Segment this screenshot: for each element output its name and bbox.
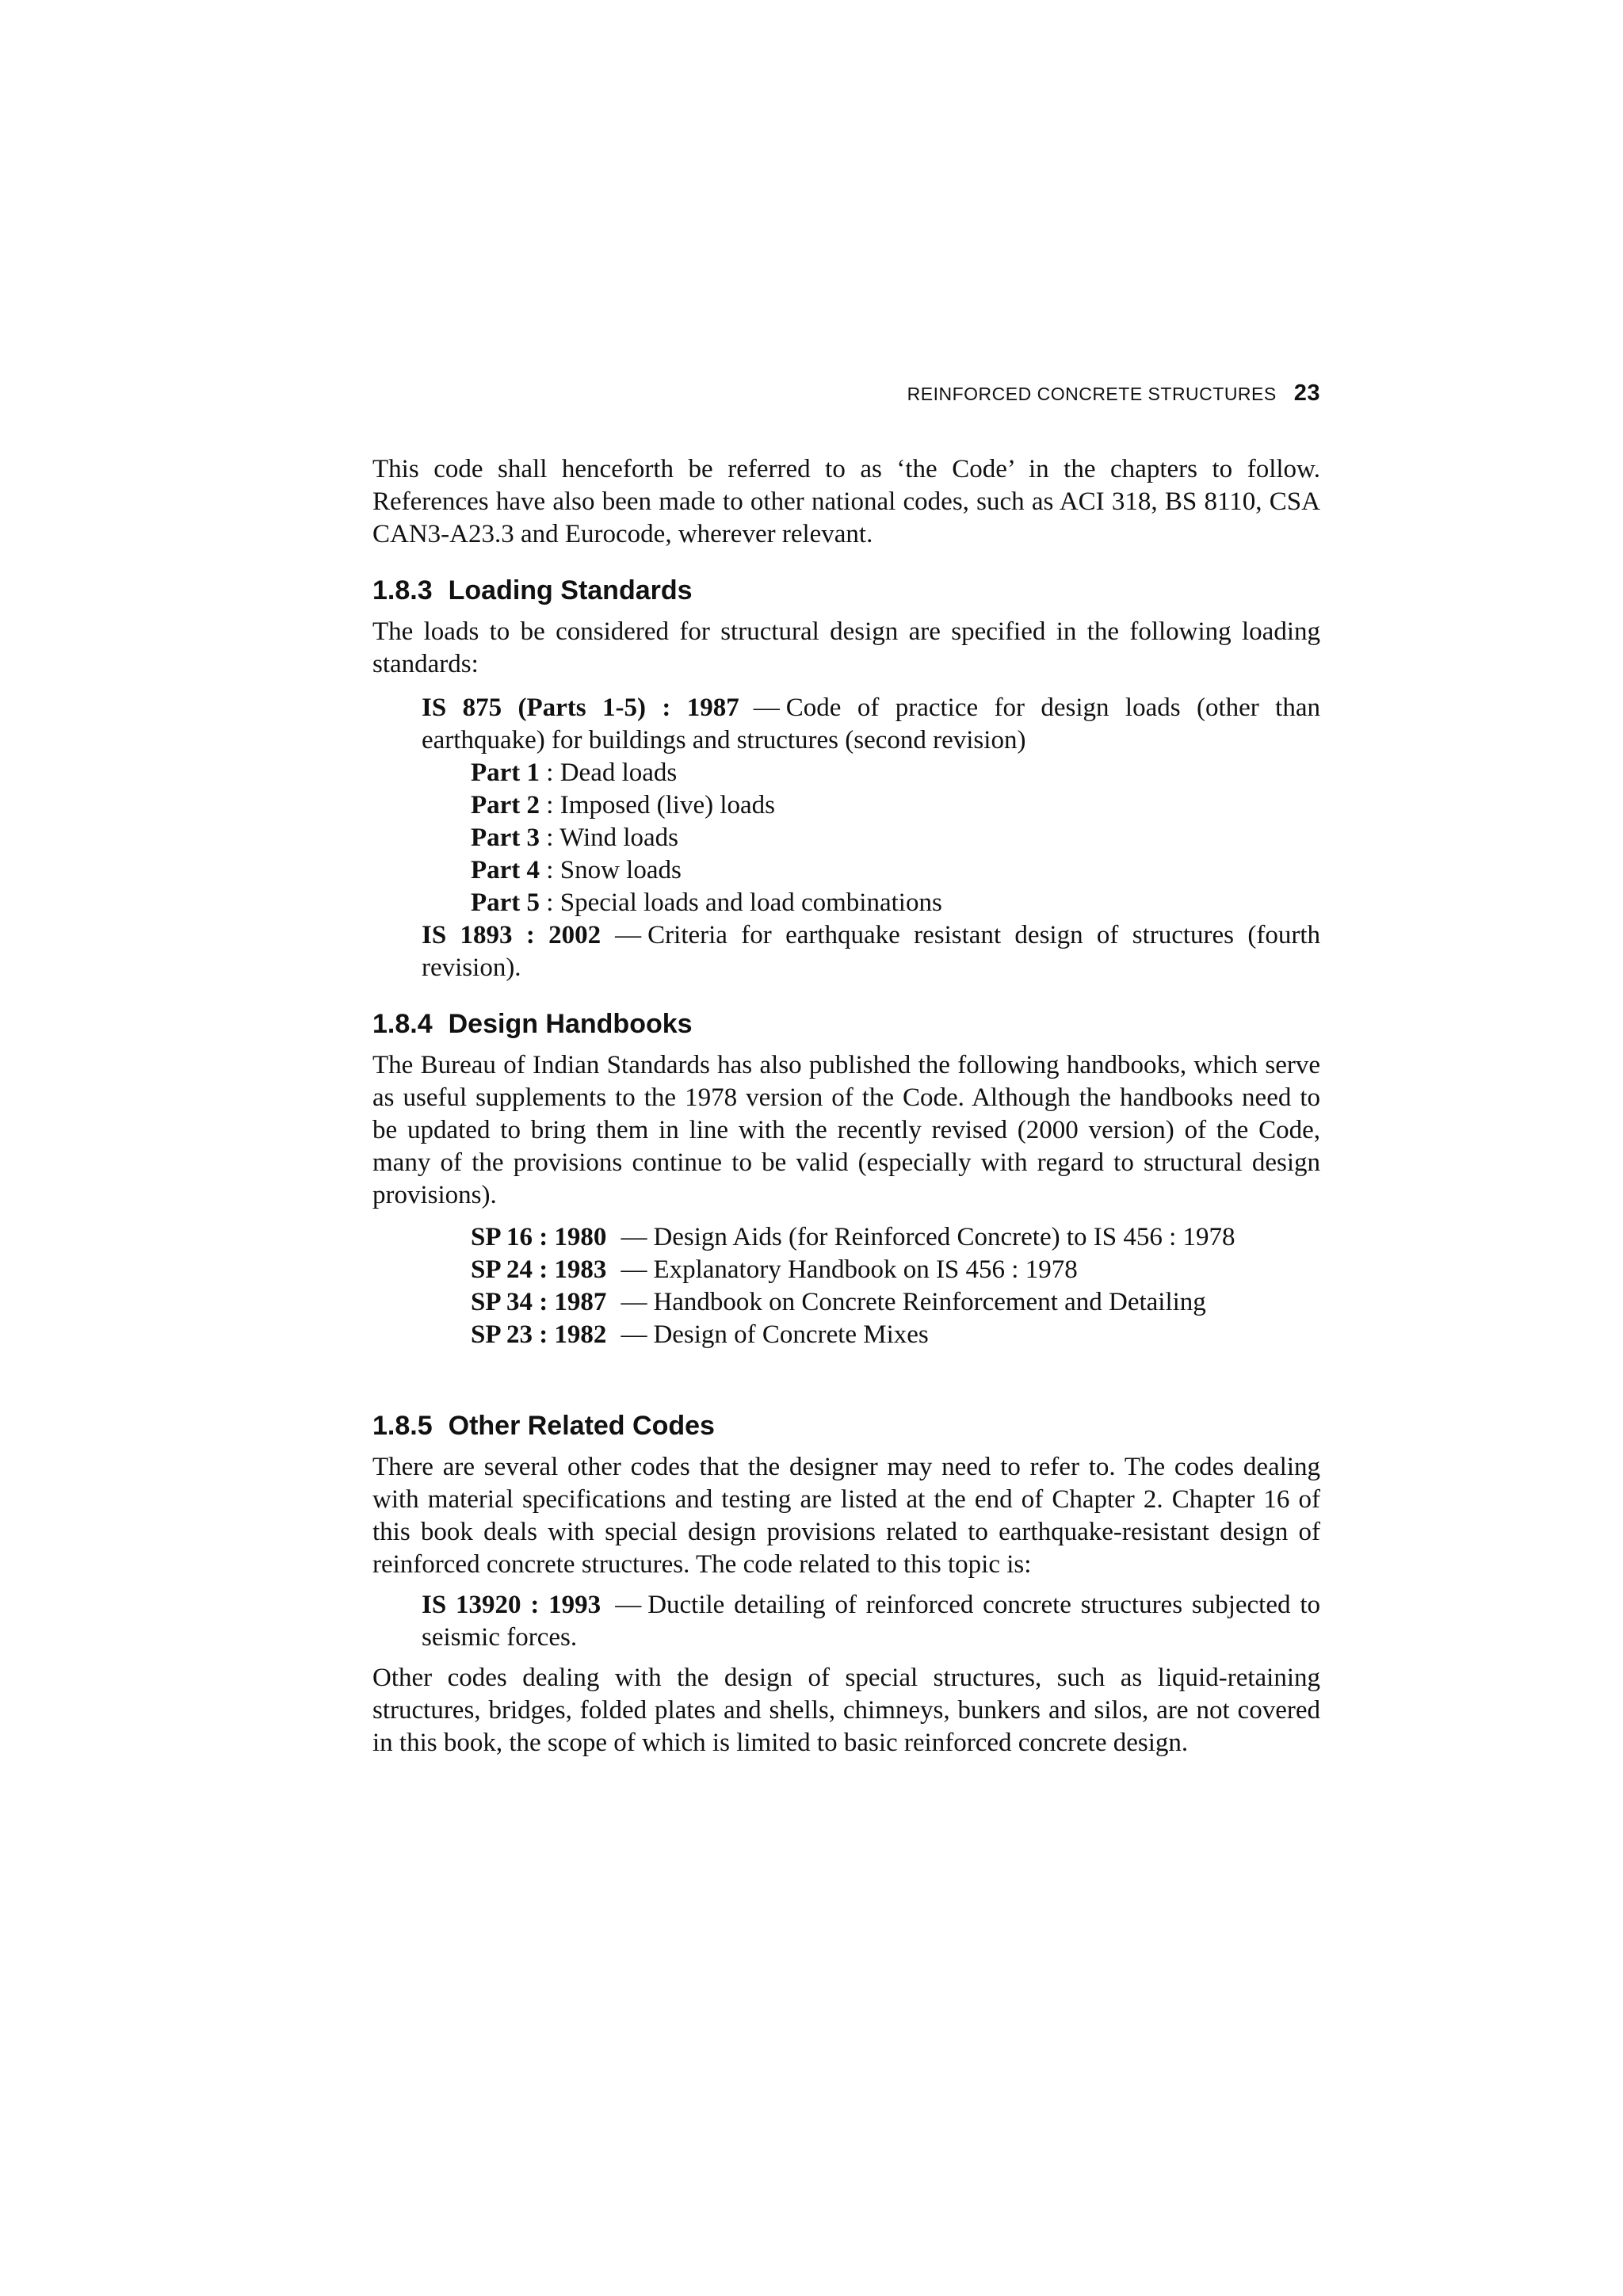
part-text: Imposed (live) loads <box>559 791 775 819</box>
em-dash: — <box>621 1320 647 1349</box>
handbook-title: Design Aids (for Reinforced Concrete) to IS 456 : 1978 <box>653 1223 1235 1251</box>
list-item <box>471 1254 1320 1286</box>
part-text: Dead loads <box>559 758 678 787</box>
em-dash: — <box>621 1288 647 1316</box>
is1893-entry <box>372 919 1320 984</box>
separator: : <box>540 791 560 819</box>
separator: : <box>540 856 560 884</box>
is875-parts-list <box>372 757 1320 919</box>
part-text: Wind loads <box>559 823 679 852</box>
section-title: Other Related Codes <box>448 1411 715 1441</box>
list-item <box>471 757 1320 789</box>
list-item <box>471 1221 1320 1254</box>
loading-standards-paragraph: The loads to be considered for structural design are specified in the following loading standards: <box>372 617 1320 678</box>
is875-entry <box>372 692 1320 757</box>
running-header <box>907 380 1320 407</box>
part-text: Snow loads <box>559 856 682 884</box>
em-dash: — <box>615 921 642 949</box>
handbook-code: SP 23 : 1982 <box>471 1320 607 1349</box>
handbook-code: SP 34 : 1987 <box>471 1288 607 1316</box>
list-item <box>471 887 1320 919</box>
part-label: Part 3 <box>471 823 540 852</box>
em-dash: — <box>615 1591 642 1619</box>
em-dash: — <box>753 693 780 722</box>
standard-code: IS 1893 : 2002 <box>422 921 601 949</box>
running-title: REINFORCED CONCRETE STRUCTURES <box>907 384 1277 404</box>
list-item <box>471 789 1320 822</box>
part-label: Part 4 <box>471 856 540 884</box>
other-codes-paragraph: There are several other codes that the designer may need to refer to. The codes dealing with material specifications and testing are listed at the end of Chapter 2. Chapter 16 of this book deals with special design provisions related to earthquake-resistant design of reinforced concrete structures. The code related to this topic is: <box>372 1453 1320 1579</box>
part-label: Part 1 <box>471 758 540 787</box>
section-heading-loading-standards <box>372 573 1320 608</box>
page-content <box>372 453 1320 1759</box>
separator: : <box>540 823 560 852</box>
section-title: Design Handbooks <box>448 1009 693 1039</box>
section-heading-other-related-codes <box>372 1408 1320 1443</box>
section-number: 1.8.5 <box>372 1411 433 1441</box>
handbook-title: Design of Concrete Mixes <box>653 1320 929 1349</box>
list-item <box>471 1319 1320 1351</box>
handbook-code: SP 16 : 1980 <box>471 1223 607 1251</box>
em-dash: — <box>621 1255 647 1284</box>
page-number: 23 <box>1293 380 1320 406</box>
section-title: Loading Standards <box>448 575 693 606</box>
handbooks-list <box>372 1221 1320 1351</box>
closing-paragraph: Other codes dealing with the design of special structures, such as liquid-retaining structures, bridges, folded plates and shells, chimneys, bunkers and silos, are not covered in this book, the scope of which is limited to basic reinforced concrete design. <box>372 1664 1320 1757</box>
list-item <box>471 854 1320 887</box>
separator: : <box>540 758 560 787</box>
standard-description: Criteria for earthquake resistant design of structures (fourth revision). <box>422 921 1320 982</box>
handbook-title: Explanatory Handbook on IS 456 : 1978 <box>653 1255 1078 1284</box>
standard-description: Ductile detailing of reinforced concrete structures subjected to seismic forces. <box>422 1591 1320 1652</box>
is13920-entry <box>372 1589 1320 1654</box>
part-label: Part 2 <box>471 791 540 819</box>
standard-code: IS 875 (Parts 1-5) : 1987 <box>422 693 739 722</box>
section-heading-design-handbooks <box>372 1007 1320 1041</box>
handbook-code: SP 24 : 1983 <box>471 1255 607 1284</box>
handbook-title: Handbook on Concrete Reinforcement and Detailing <box>653 1288 1206 1316</box>
intro-paragraph: This code shall henceforth be referred to as ‘the Code’ in the chapters to follow. References have also been made to other national codes, such as ACI 318, BS 8110, CSA CAN3-A23.3 and Eurocode, wherever relevant. <box>372 455 1320 548</box>
em-dash: — <box>621 1223 647 1251</box>
standard-code: IS 13920 : 1993 <box>422 1591 601 1619</box>
design-handbooks-paragraph: The Bureau of Indian Standards has also published the following handbooks, which serve as useful supplements to the 1978 version of the Code. Although the handbooks need to be updated to bring them in line with the recently revised (2000 version) of the Code, many of the provisions continue to be valid (especially with regard to structural design provisions). <box>372 1051 1320 1209</box>
section-number: 1.8.3 <box>372 575 433 606</box>
separator: : <box>540 888 560 917</box>
list-item <box>471 1286 1320 1319</box>
part-label: Part 5 <box>471 888 540 917</box>
part-text: Special loads and load combinations <box>559 888 942 917</box>
standard-description: Code of practice for design loads (other than earthquake) for buildings and structures (second revision) <box>422 693 1320 755</box>
list-item <box>471 822 1320 854</box>
section-number: 1.8.4 <box>372 1009 433 1039</box>
